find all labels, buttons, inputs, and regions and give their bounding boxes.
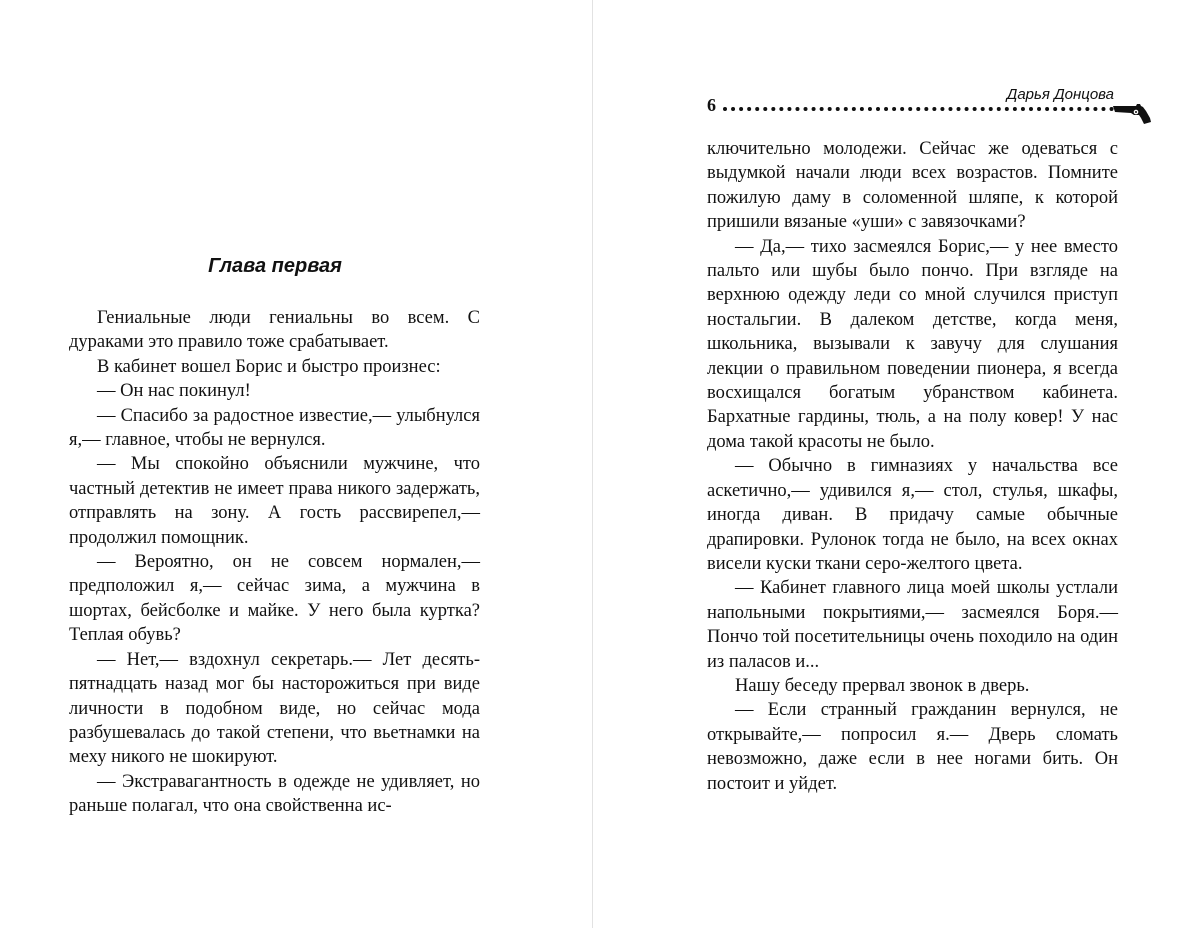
- revolver-icon: [1112, 101, 1152, 125]
- paragraph: ключительно молодежи. Сейчас же одеваться с выдумкой начали люди всех возрастов. Помните пожилую даму в соломенной шляпе, к которой пришили вязаные «уши» с завязочками?: [707, 139, 1118, 233]
- right-page-text: [707, 137, 1118, 796]
- paragraph: — Спасибо за радостное известие,— улыбнулся я,— главное, чтобы не вернулся.: [69, 405, 480, 451]
- running-head-author: Дарья Донцова: [1006, 86, 1114, 103]
- paragraph: — Да,— тихо засмеялся Борис,— у нее вместо пальто или шубы было пончо. При взгляде на верхнюю одежду леди со мной случился приступ ностальгии. В далеком детстве, когда меня, школьника, вызывали к завучу для слушания лекции о правильном поведении пионера, я всегда восхищался богатым убранством кабинета. Бархатные гардины, тюль, а на полу ковер! У нас дома такой красоты не было.: [707, 236, 1118, 452]
- paragraph: — Обычно в гимназиях у начальства все аскетично,— удивился я,— стол, стулья, шкафы, иногда диван. В придачу самые обычные драпировки. Рулонок тогда не было, на всех окнах висели куски ткани серо-желтого цвета.: [707, 456, 1118, 574]
- page-number: 6: [707, 95, 716, 115]
- paragraph: Нашу беседу прервал звонок в дверь.: [735, 675, 1030, 696]
- paragraph: — Экстравагантность в одежде не удивляет, но раньше полагал, что она свойственна ис-: [69, 771, 480, 817]
- right-page: [592, 0, 1183, 928]
- paragraph: — Нет,— вздохнул секретарь.— Лет десять-пятнадцать назад мог бы насторожиться при виде личности в подобном виде, но сейчас мода разбушевалась до такой степени, что вьетнамки на меху никого не шокируют.: [69, 649, 480, 768]
- paragraph: Гениальные люди гениальны во всем. С дураками это правило тоже срабатывает.: [69, 308, 480, 353]
- running-head: [707, 86, 1152, 130]
- paragraph: — Если странный гражданин вернулся, не открывайте,— попросил я.— Дверь сломать невозможно, даже если в нее ногами бить. Он постоит и уйдет.: [707, 700, 1118, 794]
- chapter-title: Глава первая: [208, 255, 342, 277]
- left-page-text: [69, 306, 480, 819]
- paragraph: — Кабинет главного лица моей школы устлали напольными покрытиями,— засмеялся Боря.— Пончо той посетительницы очень походило на один из паласов и...: [707, 578, 1118, 672]
- paragraph: — Он нас покинул!: [97, 381, 251, 402]
- paragraph: — Мы спокойно объяснили мужчине, что частный детектив не имеет права никого задержать, отправлять на зону. А гость рассвирепел,— продолжил помощник.: [69, 454, 480, 548]
- paragraph: В кабинет вошел Борис и быстро произнес:: [97, 356, 441, 377]
- paragraph: — Вероятно, он не совсем нормален,— предположил я,— сейчас зима, а мужчина в шортах, бейсболке и майке. У него была куртка? Теплая обувь?: [69, 552, 480, 646]
- dotted-rule: [723, 107, 1114, 111]
